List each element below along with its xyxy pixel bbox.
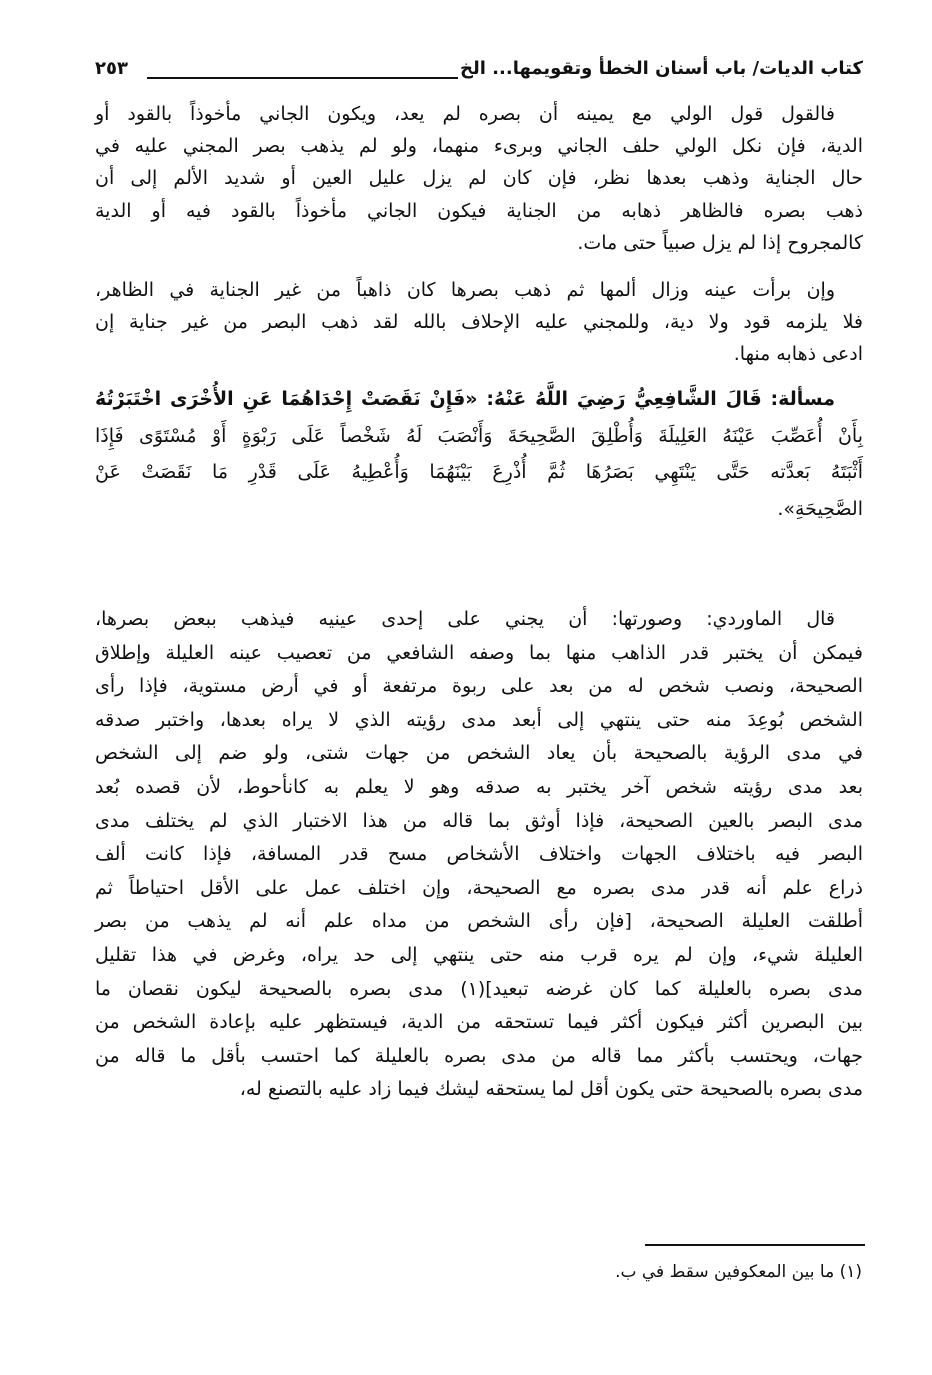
paragraph-1-line: فالقول قول الولي مع يمينه أن بصره لم يعد، ويكون الجاني مأخوذاً بالقود أو: [95, 103, 835, 125]
paragraph-4-line: بعد مدى رؤيته شخص آخر يختبر به صدقه وهو لا يعلم به كانأحوط، لأن قصده بُعد: [95, 776, 863, 798]
paragraph-4-line: جهات، ويحتسب بأكثر مما قاله من مدى بصره بالعليلة كما احتسب بأقل ما قاله من: [95, 1044, 863, 1067]
paragraph-3-line: الصَّحِيحَةِ».: [777, 497, 863, 520]
paragraph-4-line: أطلقت العليلة الصحيحة، [فإن رأى الشخص من مداه علم أنه لم يذهب من بصر: [95, 910, 863, 933]
paragraph-4-line: مدى بصره بالعليلة كما كان غرضه تبعيد](١) مدى بصره بالصحيحة ليكون نقصان ما: [95, 977, 863, 1000]
paragraph-2-line: وإن برأت عينه وزال ألمها ثم ذهب بصرها كان ذاهباً من غير الجناية في الظاهر،: [95, 279, 835, 301]
paragraph-4-line: البصر فيه باختلاف الجهات واختلاف الأشخاص مسح قدر المسافة، فإذا كانت ألف: [95, 843, 863, 866]
running-header: [95, 58, 863, 88]
paragraph-4-line: مدى بصره بالصحيحة حتى يكون أقل لما يستحقه ليشك فيما زاد عليه بالتصنع له،: [239, 1078, 863, 1101]
paragraph-1-line: ذهب بصره فالظاهر ذهابه من الجناية فيكون الجاني مأخوذاً بالقود فيه أو الدية: [95, 199, 863, 222]
paragraph-1-line: الدية، فإن نكل الولي حلف الجاني وبرىء منهما، ولو لم يذهب بصر المجني عليه في: [95, 135, 863, 158]
paragraph-4-line: في مدى الرؤية بالصحيحة بأن يعاد الشخص من جهات شتى، ولو ضم إلى الشخص: [95, 742, 863, 765]
footnote-rule: [645, 1244, 865, 1246]
paragraph-4-line: مدى البصر بالعين الصحيحة، فإذا أوثق بما قاله من هذا الاختبار الذي لم يختلف مدى: [95, 809, 863, 832]
chapter-title: كتاب الديات/ باب أسنان الخطأ وتقويمها... الخ: [460, 58, 863, 79]
paragraph-4-line: فيمكن أن يختبر قدر الذاهب منها بما وصفه الشافعي من تعصيب عينه العليلة وإطلاق: [95, 641, 863, 664]
paragraph-1-line: كالمجروح إذا لم يزل صبياً حتى مات.: [577, 231, 863, 254]
paragraph-1-line: حال الجناية وذهب بعدها نظر، فإن كان لم يزل عليل العين أو شديد الألم إلى أن: [95, 167, 863, 190]
paragraph-3-line: مسألة: قَالَ الشَّافِعِيُّ رَضِيَ اللَّهُ عَنْهُ: «فَإِنْ نَقَصَتْ إِحْدَاهُمَا عَنِ الأُخْرَى اخْتَبَرْتُهُ: [95, 388, 835, 410]
paragraph-3-line: أَثْبَتَهُ بَعدَّته حَتَّى يَنْتَهِي بَصَرُهَا ثُمَّ أُذْرِعَ بَيْنَهُمَا وَأُعْطِيهُ عَلَى قَدْرِ مَا نَقَصَتْ عَنْ: [95, 461, 863, 483]
paragraph-4-line: العليلة شيء، وإن لم يره قرب منه حتى ينتهي إلى حد يراه، وغرض في هذا تقليل: [95, 944, 863, 966]
page-number: ٢٥٣: [95, 58, 128, 79]
paragraph-4-line: الشخص بُوعِدَ منه حتى ينتهي إلى أبعد مدى رؤيته الذي لا يراه بعدها، واختبر صدقه: [95, 708, 863, 731]
paragraph-2-line: ادعى ذهابه منها.: [733, 343, 863, 366]
paragraph-4-line: ذراع علم أنه قدر مدى بصره مع الصحيحة، وإن اختلف عمل على الأقل احتياطاً ثم: [95, 876, 863, 899]
footnote: (١) ما بين المعكوفين سقط في ب.: [615, 1262, 862, 1282]
paragraph-2-line: فلا يلزمه قود ولا دية، وللمجني عليه الإحلاف بالله لقد ذهب البصر من غير جناية إن: [95, 311, 863, 334]
paragraph-4-line: الصحيحة، ونصب شخص له من بعد على ربوة مرتفعة أو في أرض مستوية، فإذا رأى: [95, 675, 863, 698]
paragraph-3-line: بِأَنْ أُعَصِّبَ عَيْنَهُ العَلِيلَةَ وَأُطْلِقَ الصَّحِيحَةَ وَأَنْصَبَ لَهُ شَخْصاً عَلَى رَبْوَةٍ أَوْ مُسْتَوًى فَإِذَا: [95, 424, 863, 447]
header-rule: [147, 77, 458, 79]
paragraph-4-line: بين البصرين أكثر فيكون أكثر فيما تستحقه من الدية، فيستظهر عليه بإعادة الشخص من: [95, 1011, 863, 1034]
paragraph-4-line: قال الماوردي: وصورتها: أن يجني على إحدى عينيه فيذهب ببعض بصرها،: [95, 608, 835, 630]
